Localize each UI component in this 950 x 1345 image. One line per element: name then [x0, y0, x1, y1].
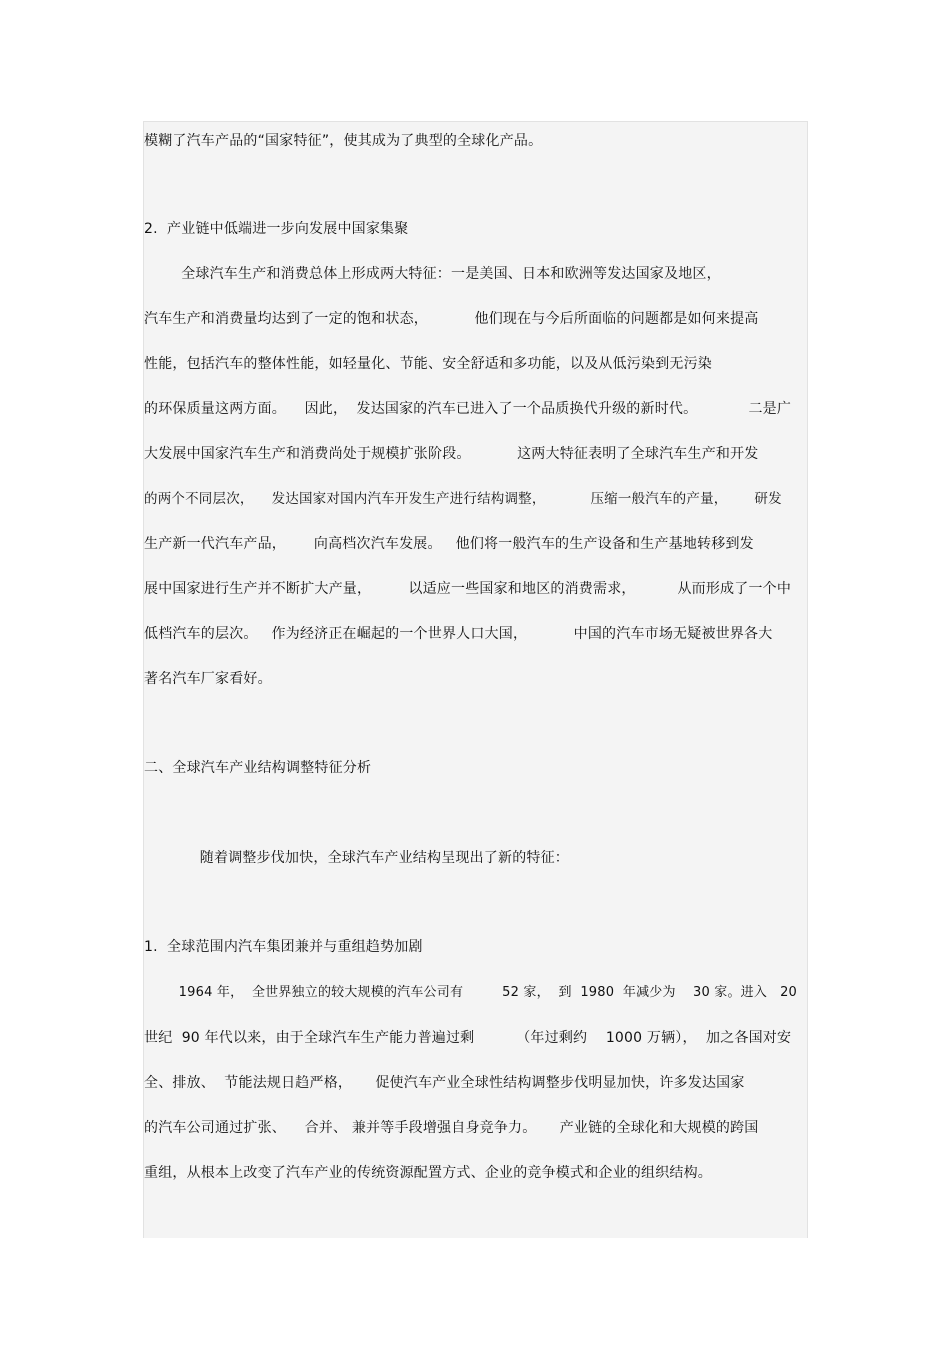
text-line: 汽车生产和消费量均达到了一定的饱和状态， 他们现在与今后所面临的问题都是如何来提高 [144, 311, 759, 327]
text-line: 低档汽车的层次。 作为经济正在崛起的一个世界人口大国， 中国的汽车市场无疑被世界各大 [144, 626, 773, 642]
text-line: 大发展中国家汽车生产和消费尚处于规模扩张阶段。 这两大特征表明了全球汽车生产和开发 [144, 446, 759, 462]
text-line: 世纪 90 年代以来，由于全球汽车生产能力普遍过剩 （年过剩约 1000 万辆）， 加之各国对安 [144, 1030, 792, 1046]
text-line: 性能，包括汽车的整体性能，如轻量化、节能、安全舒适和多功能，以及从低污染到无污染 [144, 356, 712, 372]
text-line: 的汽车公司通过扩张、 合并、 兼并等手段增强自身竞争力。 产业链的全球化和大规模的跨国 [144, 1120, 759, 1136]
text-line: 重组，从根本上改变了汽车产业的传统资源配置方式、企业的竞争模式和企业的组织结构。 [144, 1165, 712, 1181]
text-line: 生产新一代汽车产品， 向高档次汽车发展。 他们将一般汽车的生产设备和生产基地转移到发 [144, 536, 754, 552]
section-heading: 1. 全球范围内汽车集团兼并与重组趋势加剧 [144, 939, 423, 955]
text-line: 展中国家进行生产并不断扩大产量， 以适应一些国家和地区的消费需求， 从而形成了一个中 [144, 581, 792, 597]
document-page [143, 121, 808, 1238]
section-heading: 2. 产业链中低端进一步向发展中国家集聚 [144, 221, 409, 237]
text-line: 随着调整步伐加快，全球汽车产业结构呈现出了新的特征： [144, 850, 570, 866]
section-heading: 二、全球汽车产业结构调整特征分析 [144, 760, 372, 776]
text-line: 模糊了汽车产品的“国家特征”，使其成为了典型的全球化产品。 [144, 133, 543, 149]
text-line: 全、排放、 节能法规日趋严格， 促使汽车产业全球性结构调整步伐明显加快，许多发达国家 [144, 1075, 745, 1091]
text-line: 著名汽车厂家看好。 [144, 671, 272, 687]
text-line: 的两个不同层次， 发达国家对国内汽车开发生产进行结构调整， 压缩一般汽车的产量， 研发 [144, 491, 782, 507]
text-line: 1964 年， 全世界独立的较大规模的汽车公司有 52 家， 到 1980 年减少为 30 家。进入 20 [144, 985, 798, 1000]
text-line: 全球汽车生产和消费总体上形成两大特征：一是美国、日本和欧洲等发达国家及地区， [144, 266, 721, 282]
text-line: 的环保质量这两方面。 因此， 发达国家的汽车已进入了一个品质换代升级的新时代。 二是广 [144, 401, 792, 417]
